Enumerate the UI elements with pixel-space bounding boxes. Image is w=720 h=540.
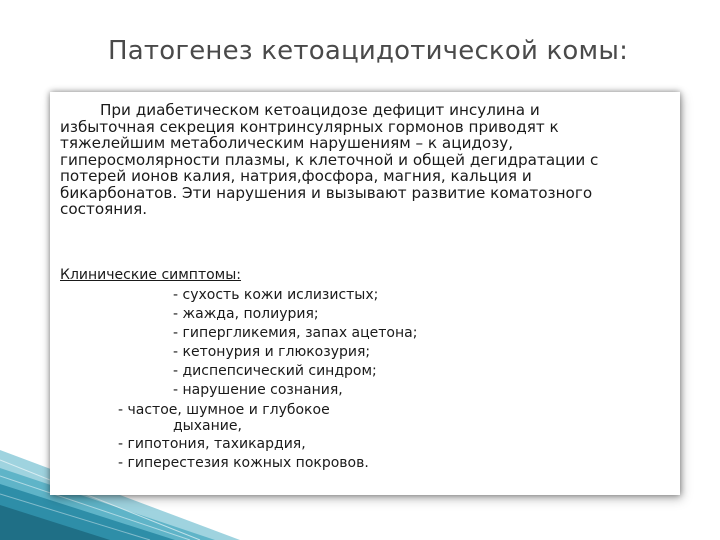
paragraph-line: тяжелейшим метаболическим нарушениям – к ацидозу, [60, 134, 514, 152]
paragraph-line: При диабетическом кетоацидозе дефицит инсулина и [100, 101, 540, 119]
symptom-item: - частое, шумное и глубокое [118, 402, 330, 418]
symptom-item: - жажда, полиурия; [173, 306, 319, 322]
symptom-item: - гиперестезия кожных покровов. [118, 455, 369, 471]
slide-title: Патогенез кетоацидотической комы: [108, 36, 629, 66]
clinical-symptoms-heading: Клинические симптомы: [60, 267, 242, 283]
symptom-item: - гипотония, тахикардия, [118, 436, 306, 452]
symptom-item: - гипергликемия, запах ацетона; [173, 325, 418, 341]
symptom-item-continuation: дыхание, [173, 418, 242, 434]
paragraph-line: гиперосмолярности плазмы, к клеточной и общей дегидратации с [60, 150, 599, 169]
paragraph-line: потерей ионов калия, натрия,фосфора, магния, кальция и [60, 167, 532, 185]
symptom-item: - сухость кожи ислизистых; [173, 287, 379, 303]
content-box [50, 92, 680, 495]
paragraph-line: бикарбонатов. Эти нарушения и вызывают развитие коматозного [60, 183, 593, 202]
paragraph-line: состояния. [60, 200, 148, 218]
symptom-item: - кетонурия и глюкозурия; [173, 344, 371, 360]
symptom-item: - диспепсический синдром; [173, 363, 377, 379]
paragraph-line: избыточная секреция контринсулярных гормонов приводят к [60, 117, 559, 136]
pathogenesis-paragraph [60, 102, 672, 218]
symptom-item: - нарушение сознания, [173, 382, 343, 398]
